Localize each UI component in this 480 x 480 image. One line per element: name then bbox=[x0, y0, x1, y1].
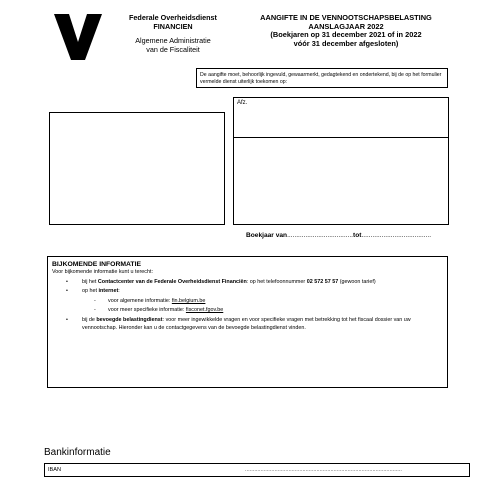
bank-info-heading: Bankinformatie bbox=[44, 447, 111, 458]
org-admin: Algemene Administratie bbox=[135, 36, 211, 46]
info-item-contactcenter bbox=[52, 279, 443, 287]
bullet-icon: • bbox=[66, 278, 68, 285]
title-line-2: AANSLAGJAAR 2022 bbox=[308, 21, 384, 31]
org-name-sub: FINANCIEN bbox=[153, 21, 193, 31]
additional-info-box bbox=[47, 256, 448, 388]
title-line-1: AANGIFTE IN DE VENNOOTSCHAPSBELASTING bbox=[260, 13, 432, 22]
sender-field[interactable] bbox=[234, 98, 448, 138]
fisconet-link[interactable]: fisconet.fgov.be bbox=[185, 307, 224, 314]
info-item-tax-office bbox=[52, 317, 443, 332]
federal-v-logo bbox=[54, 14, 102, 60]
org-name: Federale Overheidsdienst bbox=[129, 13, 217, 22]
bookyear-label: Boekjaar van bbox=[246, 232, 288, 239]
title-line-3: (Boekjaren op 31 december 2021 of in 2022 bbox=[270, 30, 422, 40]
iban-row bbox=[44, 463, 470, 477]
bookyear-from-field[interactable]: .................................... bbox=[287, 232, 354, 239]
phone-number: 02 572 57 57 bbox=[306, 278, 339, 285]
iban-field[interactable]: ..................................................................................................... bbox=[245, 467, 402, 473]
bullet-icon: • bbox=[66, 316, 68, 323]
item1-bold: Contactcenter van de Federale Overheidsdienst Financiën bbox=[97, 278, 247, 285]
sender-label: Afz. bbox=[237, 100, 248, 106]
info-subitem-specific bbox=[52, 307, 443, 315]
item3-pre: bij de bbox=[82, 316, 97, 323]
bullet-icon: • bbox=[66, 288, 68, 295]
organization-block bbox=[108, 14, 238, 54]
info-heading: BIJKOMENDE INFORMATIE bbox=[52, 261, 141, 268]
bookyear-line bbox=[246, 232, 456, 239]
item1-post: (gewoon tarief) bbox=[338, 278, 376, 285]
sub1-text: voor algemene informatie: bbox=[108, 297, 172, 304]
address-box bbox=[233, 97, 449, 225]
item3-post: : voor meer ingewikkelde vragen en voor specifieke vragen met betrekking tot het fiscaal dossier van uw vennootschap. Hieronder kan u de contactgegevens van de bevoegde belastingdienst vinden. bbox=[82, 316, 411, 331]
iban-label: IBAN bbox=[48, 467, 62, 473]
item3-bold: bevoegde belastingdienst bbox=[96, 316, 163, 323]
info-intro: Voor bijkomende informatie kunt u terecht: bbox=[52, 269, 153, 275]
item2-pre: op het bbox=[82, 288, 99, 295]
recipient-box bbox=[49, 112, 225, 225]
bookyear-to-field[interactable]: ...................................... bbox=[361, 232, 432, 239]
org-admin-sub: van de Fiscaliteit bbox=[146, 44, 200, 54]
bookyear-tot-label: tot bbox=[353, 232, 362, 239]
dash-icon: - bbox=[94, 307, 96, 314]
item2-bold: internet bbox=[98, 288, 119, 295]
title-line-4: vóór 31 december afgesloten) bbox=[293, 38, 399, 48]
document-title bbox=[240, 14, 452, 48]
info-subitem-general bbox=[52, 298, 443, 306]
info-item-internet bbox=[52, 288, 443, 296]
item1-mid: : op het telefoonnummer bbox=[246, 278, 307, 285]
fin-belgium-link[interactable]: fin.belgium.be bbox=[171, 297, 206, 304]
dash-icon: - bbox=[94, 297, 96, 304]
item2-post: : bbox=[118, 288, 120, 295]
deadline-notice: De aangifte moet, behoorlijk ingevuld, gewaarmerkt, gedagtekend en ondertekend, bij de op het formulier vermelde dienst uiterlijk toekomen op: bbox=[196, 68, 448, 88]
sub2-text: voor meer specifieke informatie: bbox=[108, 307, 186, 314]
item1-pre: bij het bbox=[82, 278, 98, 285]
v-logo-shape bbox=[54, 14, 102, 60]
